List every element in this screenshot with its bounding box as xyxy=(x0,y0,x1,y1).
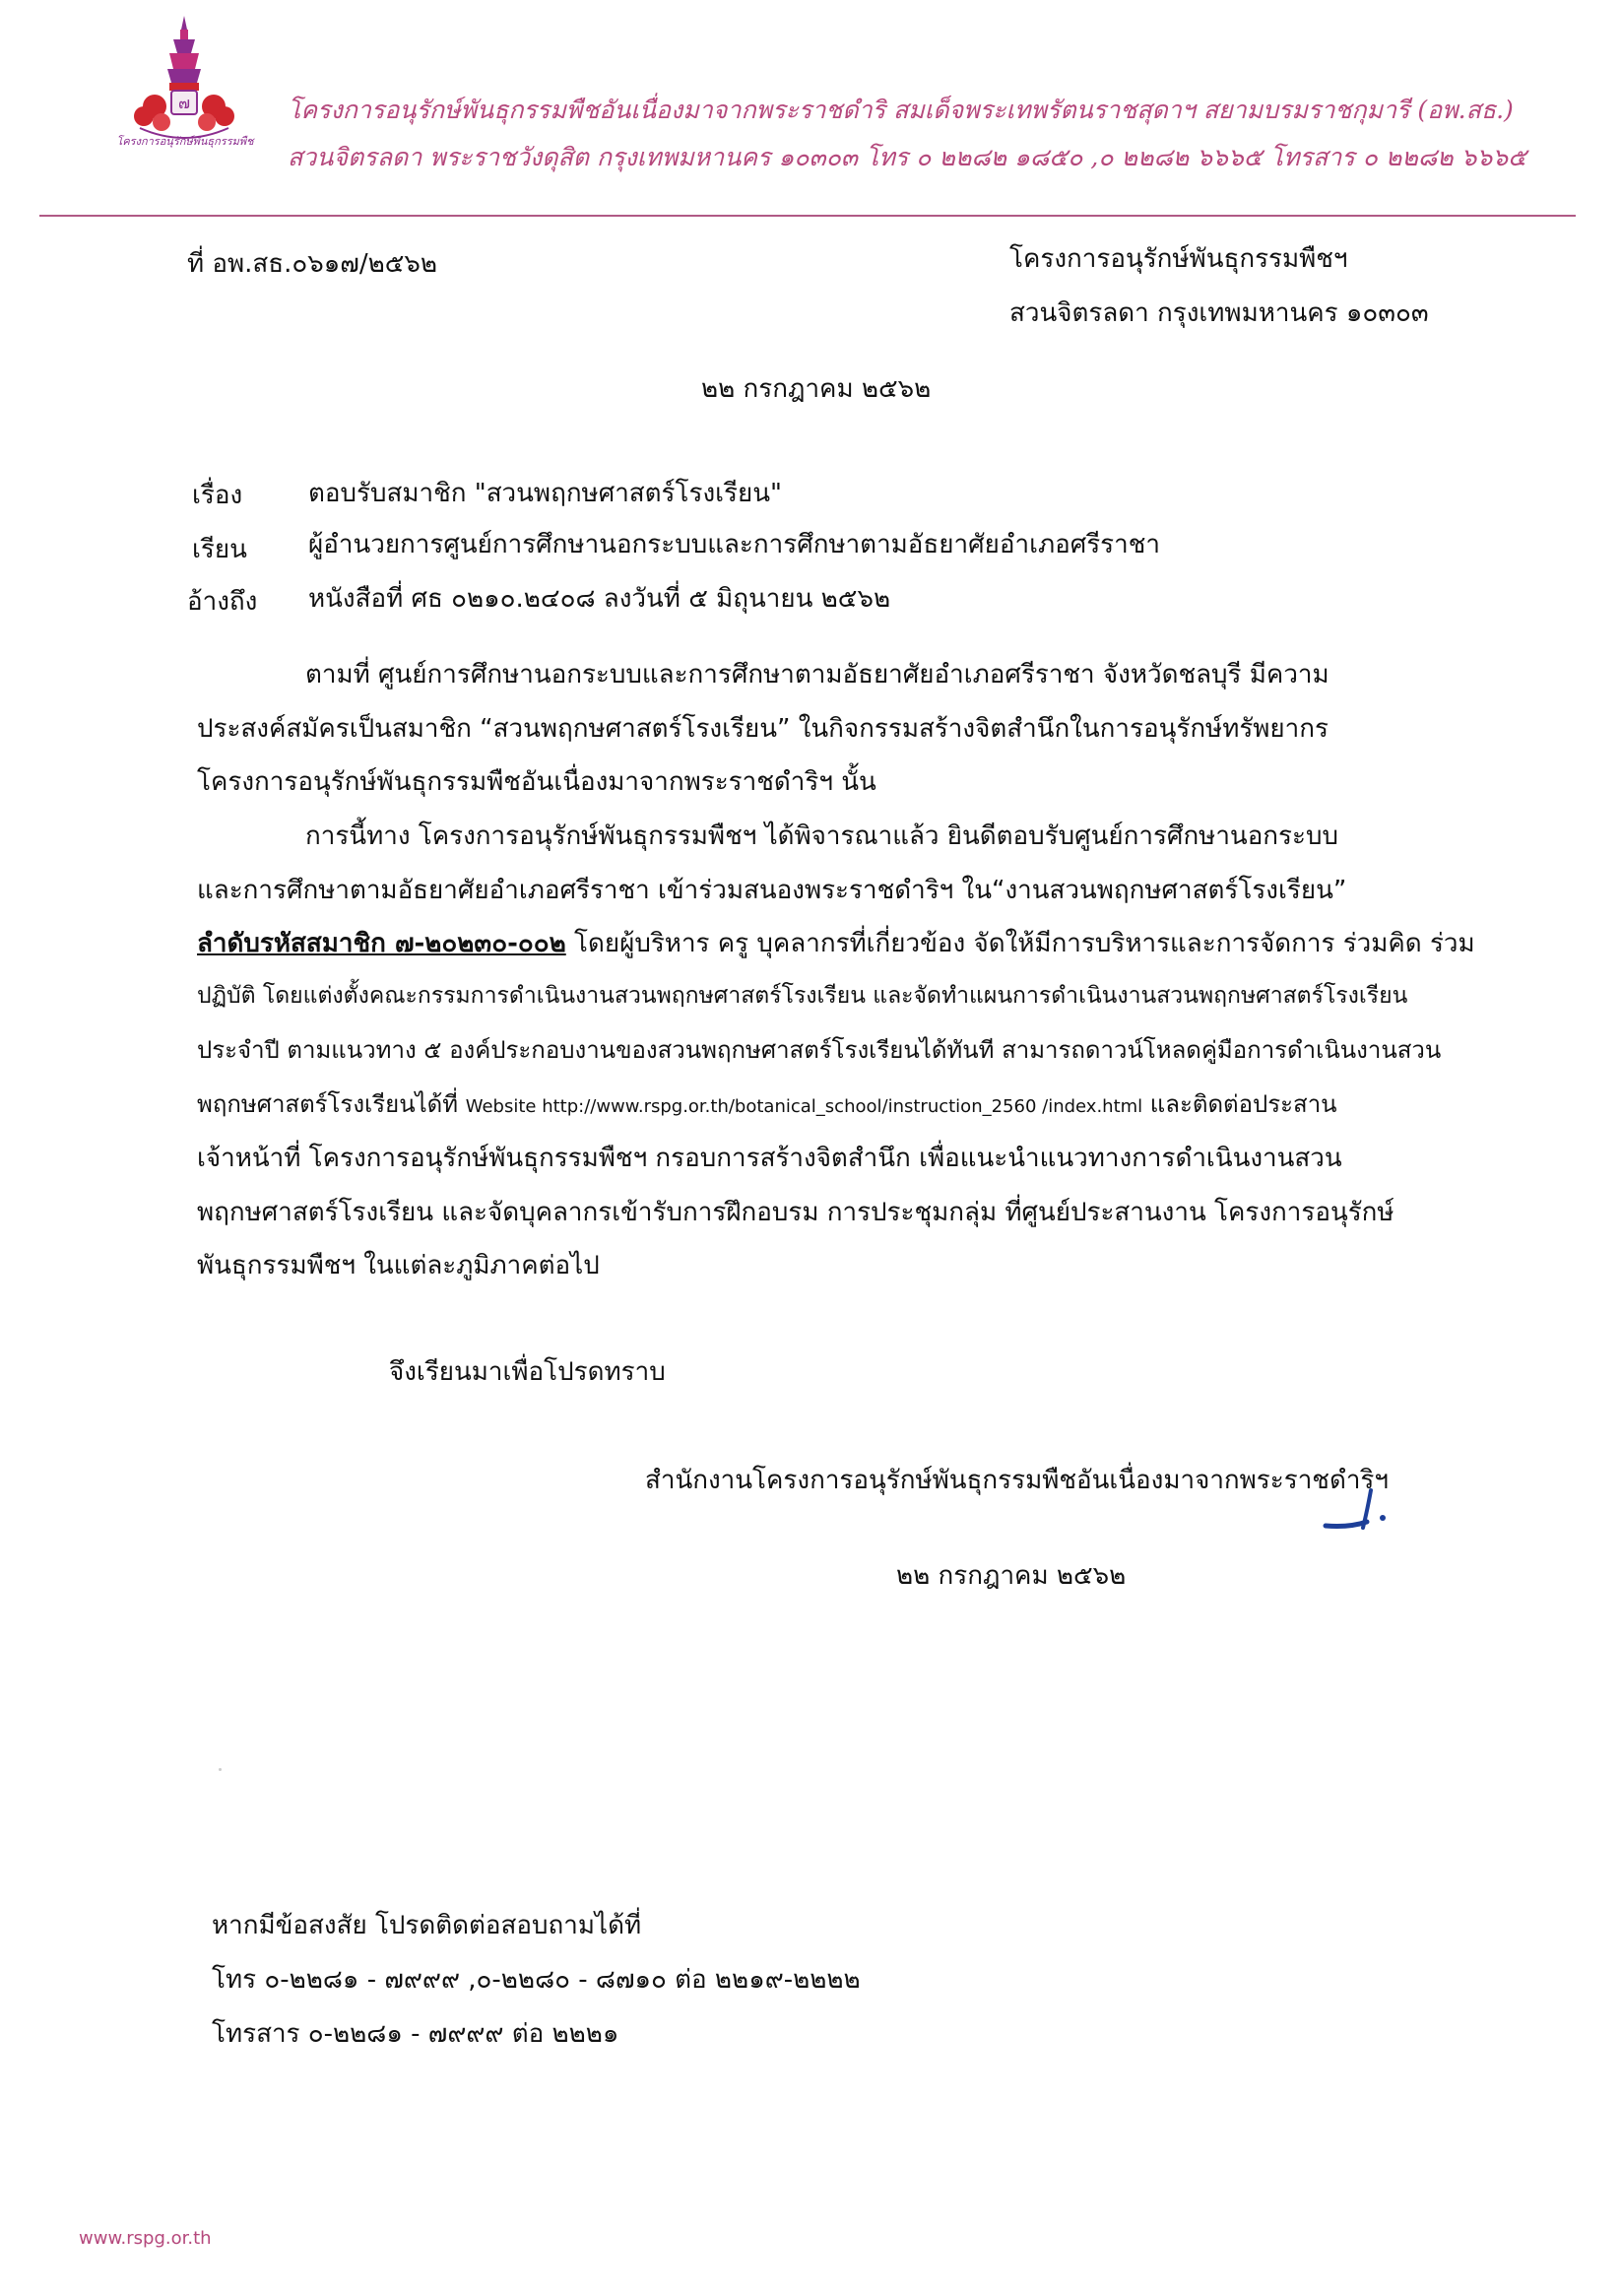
sender-address: สวนจิตรลดา กรุงเทพมหานคร ๑๐๓๐๓ xyxy=(1009,298,1429,328)
recipient-text: ผู้อำนวยการศูนย์การศึกษานอกระบบและการศึกษาตามอัธยาศัยอำเภอศรีราชา xyxy=(308,530,1160,559)
signature xyxy=(1320,1482,1398,1542)
body-p2-line4: ปฏิบัติ โดยแต่งตั้งคณะกรรมการดำเนินงานสวนพฤกษศาสตร์โรงเรียน และจัดทำแผนการดำเนินงานสวนพฤกษศาสตร์โรงเรียน xyxy=(197,983,1408,1009)
header-divider xyxy=(39,215,1576,217)
subject-text: ตอบรับสมาชิก "สวนพฤกษศาสตร์โรงเรียน" xyxy=(308,479,782,508)
body-p2-line6-b: และติดต่อประสาน xyxy=(1142,1090,1337,1118)
reference-number: ที่ อพ.สธ.๐๖๑๗/๒๕๖๒ xyxy=(187,249,438,279)
subject-label: เรื่อง xyxy=(192,481,243,510)
signature-mark-icon xyxy=(1320,1482,1398,1542)
contact-fax: โทรสาร ๐-๒๒๘๑ - ๗๙๙๙ ต่อ ๒๒๒๑ xyxy=(212,2019,619,2049)
contact-intro: หากมีข้อสงสัย โปรดติดต่อสอบถามได้ที่ xyxy=(212,1911,642,1940)
logo-caption: โครงการอนุรักษ์พันธุกรรมพืช xyxy=(116,135,254,148)
contact-phone: โทร ๐-๒๒๘๑ - ๗๙๙๙ ,๐-๒๒๘๐ - ๘๗๑๐ ต่อ ๒๒๑๙-๒๒๒๒ xyxy=(212,1965,861,1995)
body-p2-line2: และการศึกษาตามอัธยาศัยอำเภอศรีราชา เข้าร่วมสนองพระราชดำริฯ ใน“งานสวนพฤกษศาสตร์โรงเรียน” xyxy=(197,876,1347,905)
rspg-logo xyxy=(110,10,258,158)
member-code: ลำดับรหัสสมาชิก ๗-๒๐๒๓๐-๐๐๒ xyxy=(197,929,566,958)
closing-text: จึงเรียนมาเพื่อโปรดทราบ xyxy=(389,1357,666,1387)
body-p1-line3: โครงการอนุรักษ์พันธุกรรมพืชอันเนื่องมาจากพระราชดำริฯ นั้น xyxy=(197,767,876,797)
signer-org: สำนักงานโครงการอนุรักษ์พันธุกรรมพืชอันเนื่องมาจากพระราชดำริฯ xyxy=(645,1466,1389,1495)
org-address-header: สวนจิตรลดา พระราชวังดุสิต กรุงเทพมหานคร ๑๐๓๐๓ โทร ๐ ๒๒๘๒ ๑๘๕๐ ,๐ ๒๒๘๒ ๖๖๖๕ โทรสาร ๐ ๒๒๘๒ ๖๖๖๕ xyxy=(288,143,1527,171)
signature-date: ๒๒ กรกฎาคม ๒๕๖๒ xyxy=(896,1561,1127,1591)
body-p2-line7: เจ้าหน้าที่ โครงการอนุรักษ์พันธุกรรมพืชฯ กรอบการสร้างจิตสำนึก เพื่อแนะนำแนวทางการดำเนินงานสวน xyxy=(197,1144,1342,1173)
letter-date: ๒๒ กรกฎาคม ๒๕๖๒ xyxy=(701,374,932,404)
body-p2-line3 xyxy=(197,931,1475,956)
footer-website-link[interactable]: www.rspg.or.th xyxy=(79,2228,212,2249)
page-mark xyxy=(219,1768,222,1771)
body-p2-line9: พันธุกรรมพืชฯ ในแต่ละภูมิภาคต่อไป xyxy=(197,1251,600,1280)
sender-name: โครงการอนุรักษ์พันธุกรรมพืชฯ xyxy=(1009,244,1348,274)
body-p2-line3-rest: โดยผู้บริหาร ครู บุคลากรที่เกี่ยวข้อง จัดให้มีการบริหารและการจัดการ ร่วมคิด ร่วม xyxy=(565,929,1475,958)
svg-text:๗: ๗ xyxy=(177,94,191,112)
body-p2-line8: พฤกษศาสตร์โรงเรียน และจัดบุคลากรเข้ารับการฝึกอบรม การประชุมกลุ่ม ที่ศูนย์ประสานงาน โครงการอนุรักษ์ xyxy=(197,1198,1394,1227)
body-p1-line2: ประสงค์สมัครเป็นสมาชิก “สวนพฤกษศาสตร์โรงเรียน” ในกิจกรรมสร้างจิตสำนึกในการอนุรักษ์ทรัพยากร xyxy=(197,714,1329,744)
body-p2-line5: ประจำปี ตามแนวทาง ๕ องค์ประกอบงานของสวนพฤกษศาสตร์โรงเรียนได้ทันที สามารถดาวน์โหลดคู่มือการดำเนินงานสวน xyxy=(197,1036,1442,1064)
body-p1-line1: ตามที่ ศูนย์การศึกษานอกระบบและการศึกษาตามอัธยาศัยอำเภอศรีราชา จังหวัดชลบุรี มีความ xyxy=(305,660,1329,689)
body-p2-line1: การนี้ทาง โครงการอนุรักษ์พันธุกรรมพืชฯ ได้พิจารณาแล้ว ยินดีตอบรับศูนย์การศึกษานอกระบบ xyxy=(305,821,1338,851)
body-p2-line6 xyxy=(197,1091,1337,1117)
reference-label: อ้างถึง xyxy=(187,587,258,617)
body-p2-line6-a: พฤกษศาสตร์โรงเรียนได้ที่ xyxy=(197,1090,466,1118)
reference-text: หนังสือที่ ศธ ๐๒๑๐.๒๔๐๘ ลงวันที่ ๕ มิถุนายน ๒๕๖๒ xyxy=(308,584,891,614)
org-name-header: โครงการอนุรักษ์พันธุกรรมพืชอันเนื่องมาจากพระราชดำริ สมเด็จพระเทพรัตนราชสุดาฯ สยามบรมราชกุมารี (อพ.สธ.) xyxy=(288,96,1514,124)
manual-url-link[interactable]: Website http://www.rspg.or.th/botanical_school/instruction_2560 /index.html xyxy=(465,1096,1143,1117)
recipient-label: เรียน xyxy=(192,535,247,564)
